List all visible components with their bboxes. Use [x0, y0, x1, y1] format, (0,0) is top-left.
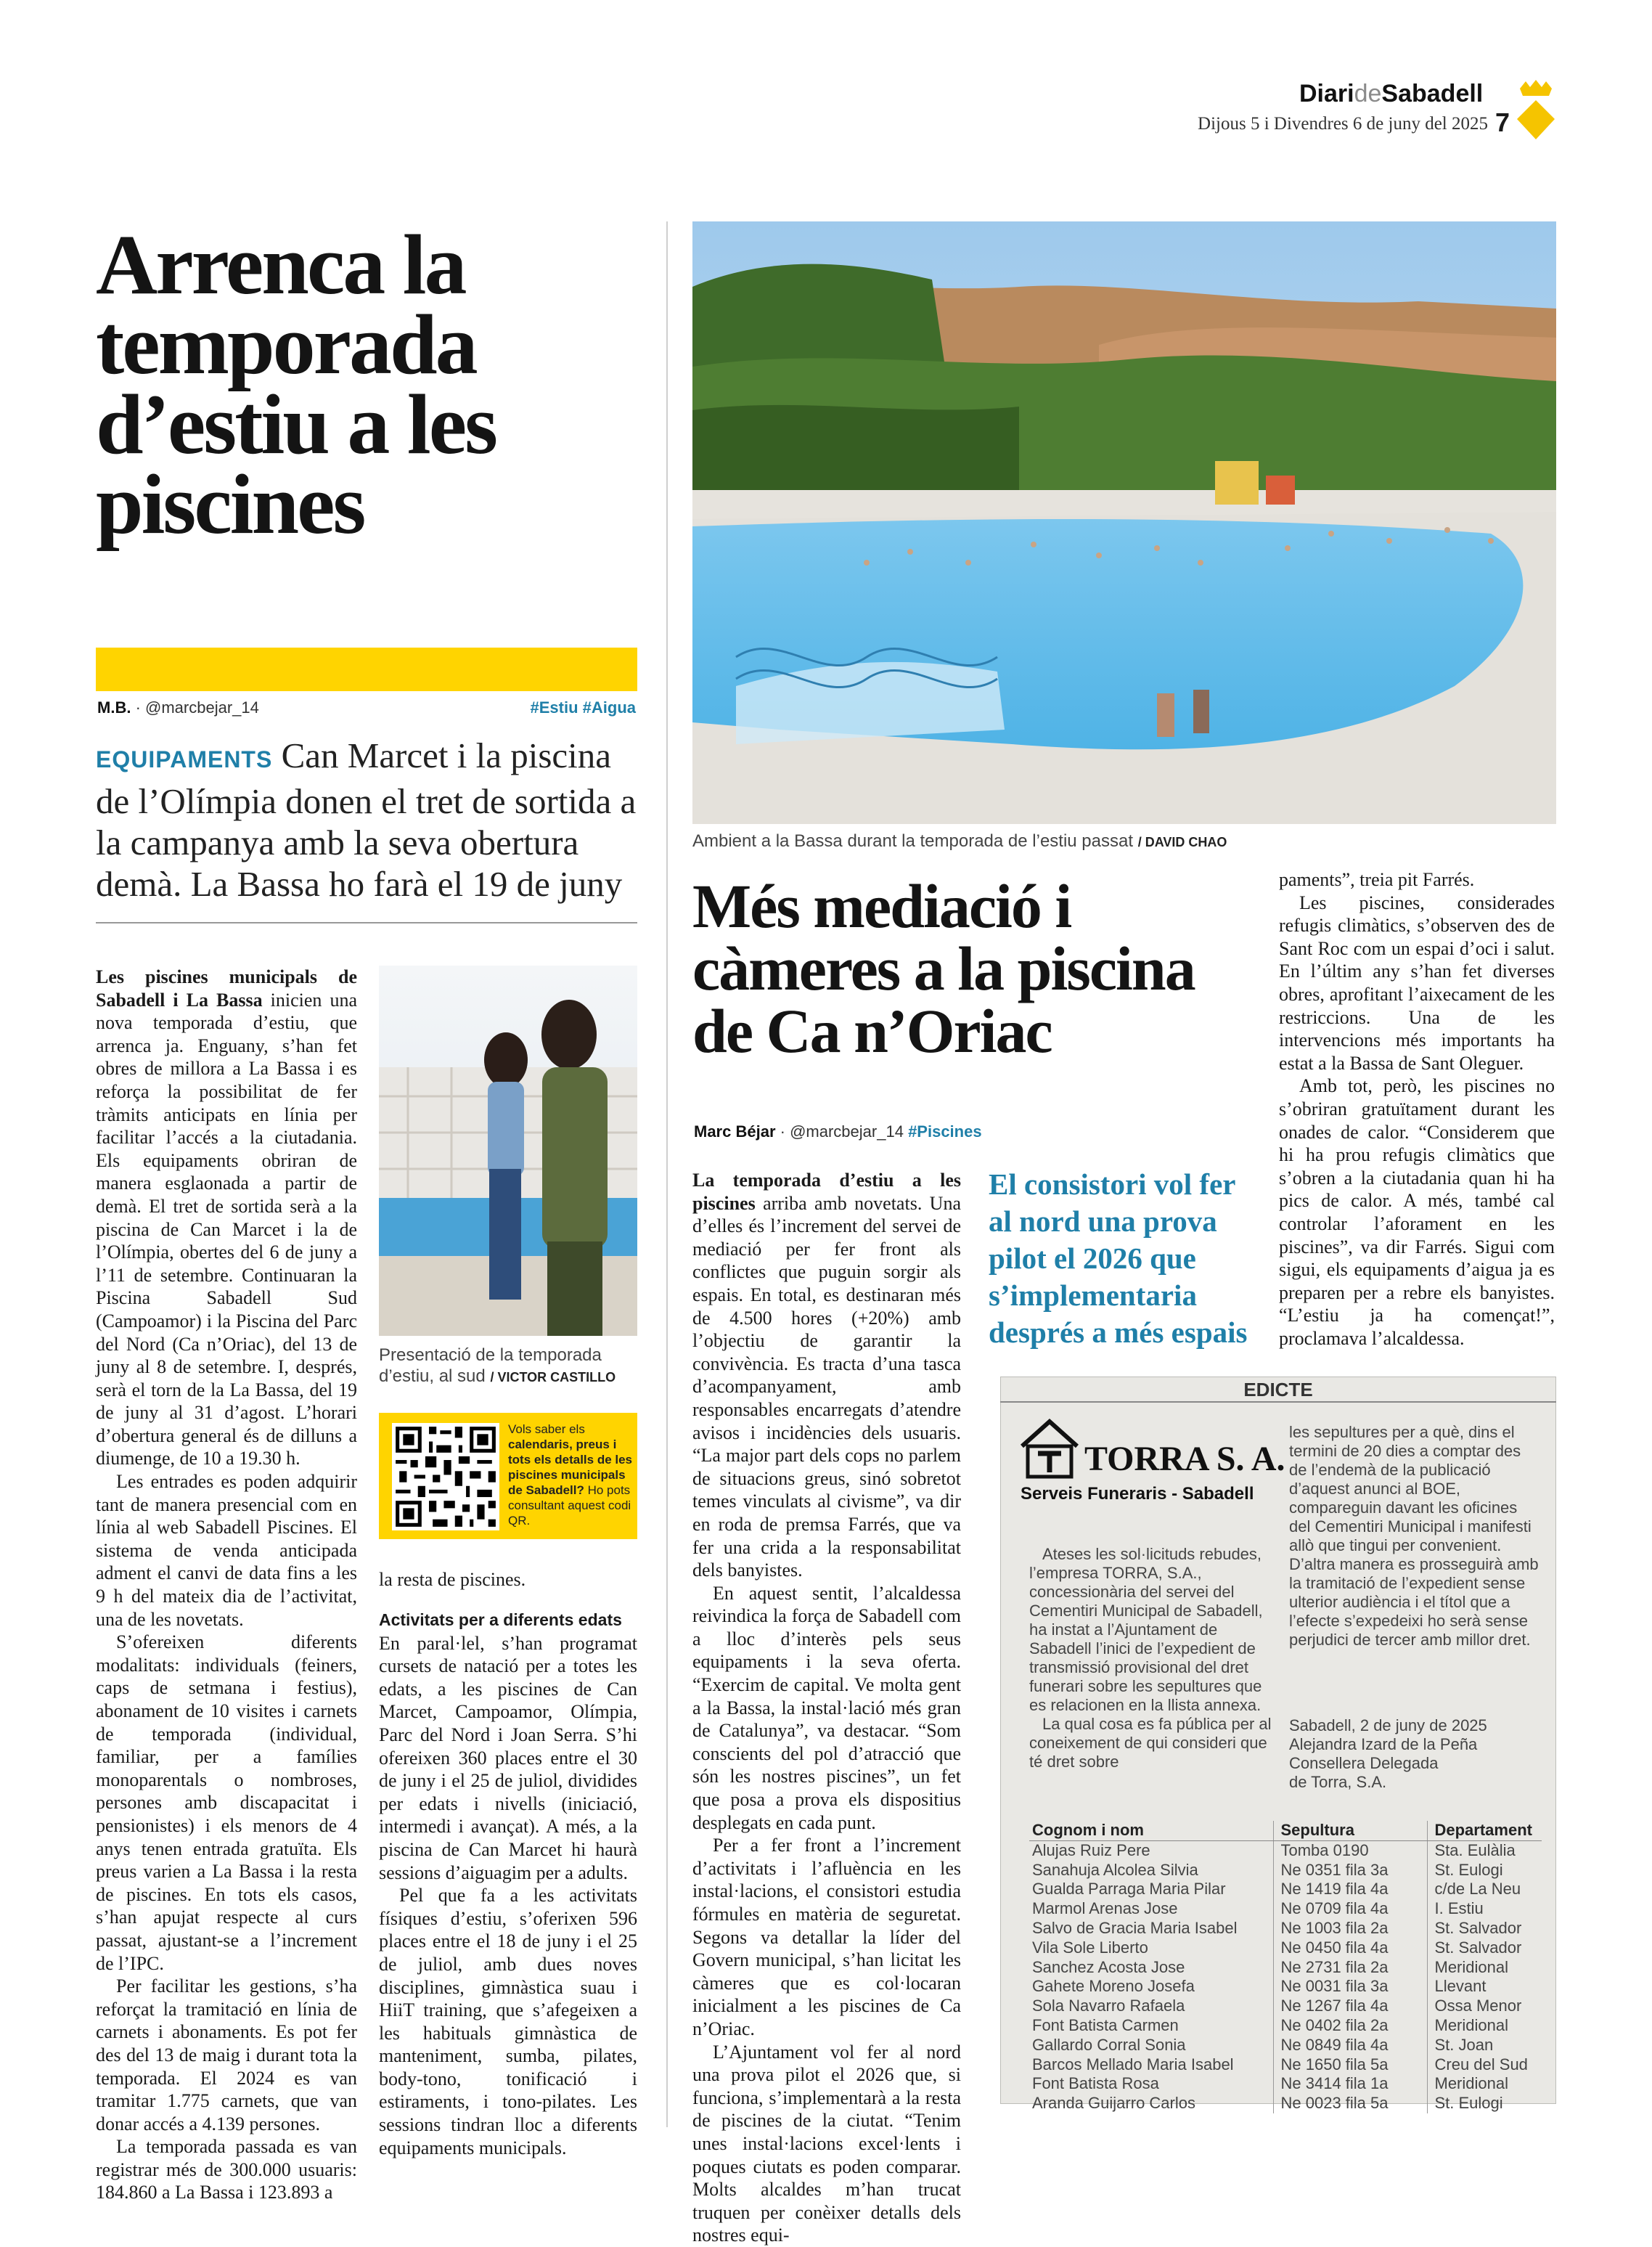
department-cell: Meridional [1434, 2015, 1508, 2034]
article1-byline: M.B. · @marcbejar_14 [97, 698, 259, 717]
grave-cell: Ne 3414 fila 1a [1273, 2074, 1427, 2094]
article1-column-1 [96, 966, 357, 2204]
pull-quote: El consistori vol fer al nord una prova pilot el 2026 que s’implementaria després a més espais [989, 1167, 1248, 1349]
paragraph: En paral·lel, s’han programat cursets de natació per a totes les edats, a les piscines de Can Marcet, Campoamor, Olímpia, Parc del Nord i Joan Serra. S’hi ofereixen 360 places entre el 30 de juny i el 25 de juliol, dividides per edats i nivells (iniciació, intermedi i avançat). A més, a la piscina de Can Marcet hi haurà sessions d’aiguagim per a adults. [379, 1632, 637, 1883]
name-cell: Aranda Guijarro Carlos [1029, 2094, 1273, 2113]
table-row [1029, 2074, 1542, 2094]
sabadell-crest-icon [1516, 78, 1556, 141]
paragraph: Per a fer front a l’increment d’activitats i l’afluència en les instal·lacions, el consistori estudia fórmules en matèria de seguretat. Segons va detallar la líder del Govern municipal, s’han licitat les càmeres que es col·locaran inicialment a les piscines de Ca n’Oriac. [692, 1835, 961, 2039]
grave-cell: Ne 0031 fila 3a [1273, 1977, 1427, 1997]
department-cell: Sta. Eulàlia [1434, 1840, 1516, 1859]
name-cell: Font Batista Carmen [1029, 2016, 1273, 2036]
paragraph: En aquest sentit, l’alcaldessa reivindica la força de Sabadell com a lloc d’interès pels seus equipaments i la seva oferta. “Exercim de capital. Ve molta gent a la Bassa, la instal·lació més gran de Catalunya”, va destacar. “Som conscients del pol d’atracció que són les nostres piscines”, un fet que posa a prova els dispositius desplegats en cada punt. [692, 1582, 961, 1833]
photo-caption: Presentació de la temporada d’estiu, al sud / VICTOR CASTILLO [379, 1345, 616, 1386]
paragraph: Per facilitar les gestions, s’ha reforçat la tramitació en línia de carnets i abonaments. Es pot fer des del 13 de maig i durant tota la temporada. El 2024 es van tramitar 1.775 carnets, que van donar accés a 4.139 persones. [96, 1975, 357, 2134]
headline-yellow-bar [96, 648, 637, 691]
page-number: 7 [1495, 107, 1510, 137]
edict-signature: Sabadell, 2 de juny de 2025 Alejandra Izard de la Peña Consellera Delegada de Torra, S.A. [1289, 1716, 1487, 1791]
department-cell: Meridional [1434, 1957, 1508, 1976]
graves-table [1029, 1821, 1542, 2113]
qr-code-icon[interactable] [392, 1423, 499, 1530]
column-separator [666, 221, 668, 2127]
article1-lead [96, 735, 640, 905]
column-header: Cognom i nom [1029, 1821, 1273, 1840]
table-row [1029, 1938, 1542, 1958]
name-cell: Salvo de Gracia Maria Isabel [1029, 1919, 1273, 1938]
author: Marc Béjar [694, 1122, 776, 1141]
paragraph: Les entrades es poden adquirir tant de manera presencial com en línia al web Sabadell Piscines. El sistema de venda anticipada adment el canvi de data fins a les 9 h del mateix dia de l’activitat, una de les novetats. [96, 1471, 357, 1630]
grave-cell: Ne 1267 fila 4a [1273, 1997, 1427, 2016]
paragraph: Pel que fa a les activitats físiques d’estiu, s’oferixen 596 places entre el 18 de juny i el 25 de juliol, amb dues noves disciplines, gimnàstica suau i HiiT training, que s’afegeixen a les habituals gimnàstica de manteniment, sumba, pilates, body-tono, tonificació i estiraments, i tono-pilates. Les sessions tindran lloc a diferents equipaments municipals. [379, 1885, 637, 2158]
author: M.B. [97, 698, 131, 717]
grave-cell: Ne 0709 fila 4a [1273, 1899, 1427, 1919]
brand-subtitle: Serveis Funeraris - Sabadell [1021, 1484, 1254, 1504]
name-cell: Font Batista Rosa [1029, 2074, 1273, 2094]
edict-header: EDICTE [1000, 1377, 1556, 1403]
grave-cell: Ne 0351 fila 3a [1273, 1861, 1427, 1880]
kicker: EQUIPAMENTS [96, 746, 273, 772]
masthead: DiarideSabadell [1299, 80, 1484, 107]
brand-name: TORRA S. A. [1084, 1440, 1285, 1478]
paragraph: La temporada d’estiu a les piscines arriba amb novetats. Una d’elles és l’increment del servei de mediació per fer front als conflictes que puguin sorgir als espais. En total, es destinaran més de 4.500 hores (+20%) amb l’objectiu de garantir la convivència. Es tracta d’una tasca d’acompanyament, amb responsables encarregats d’atendre avisos i incidències dels usuaris. “La major part dels cops no parlem de situacions greus, sinó sobretot temes vinculats al civisme”, va dir en roda de premsa Farrés, que va fer una crida a la responsabilitat dels banyistes. [692, 1170, 961, 1581]
dateline: Dijous 5 i Divendres 6 de juny del 2025 [1198, 114, 1488, 134]
pool-photo [692, 221, 1556, 824]
presentation-photo [379, 966, 637, 1336]
name-cell: Gallardo Corral Sonia [1029, 2036, 1273, 2055]
paragraph: La temporada passada es van registrar més de 300.000 usuaris: 184.860 a La Bassa i 123.893 a [96, 2136, 357, 2203]
tag[interactable]: #Piscines [908, 1122, 982, 1141]
paragraph: Les piscines, considerades refugis climàtics, s’observen des de Sant Roc com un espai d’oci i salut. En l’últim any s’han fet diverses obres, aprofitant l’aixecament de les restriccions. Una de les intervencions més importants ha estat a la Bassa de Sant Oleguer. [1279, 892, 1555, 1074]
department-cell: Ossa Menor [1434, 1997, 1522, 2015]
table-row [1029, 2016, 1542, 2036]
article1-column-2 [379, 1568, 637, 2159]
divider [96, 922, 637, 923]
name-cell: Marmol Arenas Jose [1029, 1899, 1273, 1919]
lead-text: Can Marcet i la piscina de l’Olímpia donen el tret de sortida a la campanya amb la seva obertura demà. La Bassa ho farà el 19 de juny [96, 735, 637, 904]
author-handle[interactable]: @marcbejar_14 [790, 1122, 904, 1141]
grave-cell: Ne 1003 fila 2a [1273, 1919, 1427, 1938]
article1-tags[interactable]: #Estiu #Aigua [530, 698, 636, 717]
name-cell: Barcos Mellado Maria Isabel [1029, 2055, 1273, 2075]
department-cell: Meridional [1434, 2074, 1508, 2093]
article2-column-1 [692, 1169, 961, 2247]
name-cell: Alujas Ruiz Pere [1029, 1840, 1273, 1860]
torra-logo [1019, 1417, 1285, 1504]
name-cell: Sanahuja Alcolea Silvia [1029, 1861, 1273, 1880]
paragraph: S’ofereixen diferents modalitats: individuals (feiners, caps de setmana i festius), abonament de 10 visites i carnets de temporada (individual, familiar, per a famílies monoparentals o nombroses, persones amb discapacitat i pensionistes) i els menors de 4 anys tenen entrada gratuïta. Els preus varien a La Bassa i la resta de piscines. En tots els casos, s’han apujat respecte al curs passat, ajustant-se a l’increment de l’IPC. [96, 1631, 357, 1974]
table-row [1029, 1919, 1542, 1938]
name-cell: Gualda Parraga Maria Pilar [1029, 1880, 1273, 1899]
author-handle[interactable]: @marcbejar_14 [145, 698, 259, 717]
torra-house-icon [1019, 1417, 1080, 1478]
article2-byline: Marc Béjar · @marcbejar_14 #Piscines [694, 1122, 982, 1141]
table-row [1029, 1958, 1542, 1978]
qr-info-text: Vols saber els calendaris, preus i tots els detalls de les piscines municipals de Sabadell? Ho pots consultant aquest codi QR. [508, 1422, 633, 1528]
column-header: Sepultura [1273, 1821, 1427, 1840]
department-cell: St. Eulogi [1434, 1860, 1503, 1879]
table-row [1029, 1861, 1542, 1880]
department-cell: St. Eulogi [1434, 2094, 1503, 2113]
article1-headline: Arrenca la temporada d’estiu a les piscines [96, 217, 496, 552]
department-cell: c/de La Neu [1434, 1880, 1521, 1899]
paragraph: la resta de piscines. [379, 1569, 526, 1590]
grave-cell: Ne 0023 fila 5a [1273, 2094, 1427, 2113]
grave-cell: Ne 1419 fila 4a [1273, 1880, 1427, 1899]
department-cell: St. Salvador [1434, 1918, 1522, 1937]
name-cell: Sola Navarro Rafaela [1029, 1997, 1273, 2016]
grave-cell: Ne 2731 fila 2a [1273, 1958, 1427, 1978]
article2-column-2 [1279, 868, 1555, 1350]
grave-cell: Tomba 0190 [1273, 1840, 1427, 1860]
grave-cell: Ne 0402 fila 2a [1273, 2016, 1427, 2036]
table-row [1029, 2055, 1542, 2075]
paragraph: Les piscines municipals de Sabadell i La Bassa inicien una nova temporada d’estiu, que arrenca ja. Enguany, s’han fet obres de millora a La Bassa i es reforça la possibilitat de fer tràmits anticipats en línia per facilitar l’accés a la ciutadania. Els equipaments obriran de manera esglaonada a partir de demà. El tret de sortida serà a la piscina de Can Marcet i la de l’Olímpia, obertes del 6 de juny a l’11 de setembre. Continuaran la Piscina Sabadell Sud (Campoamor) i la Piscina del Parc del Nord (Ca n’Oriac), del 13 de juny al 8 de setembre. I, després, serà el torn de la La Bassa, del 19 de juny al 31 d’agost. L’horari d’obertura general és de dilluns a diumenge, de 10 a 19.30 h. [96, 966, 358, 1469]
table-row [1029, 2094, 1542, 2113]
subheading: Activitats per a diferents edats [379, 1610, 622, 1629]
column-header: Departament [1427, 1821, 1542, 1840]
table-row [1029, 1997, 1542, 2016]
name-cell: Gahete Moreno Josefa [1029, 1977, 1273, 1997]
edict-text-right: les sepultures per a què, dins el termini de 20 dies a comptar des de l’endemà de la publicació d’aquest anunci al BOE, compareguin davant les oficines del Cementiri Municipal i manifesti allò que tingui per convenient. D’altra manera es prosseguirà amb la tramitació de l’expedient sense ulterior audiència i el títol que a l’efecte s’expedeixi ho serà sense perjudici de tercer amb millor dret. [1289, 1423, 1539, 1649]
department-cell: Llevant [1434, 1977, 1487, 1996]
table-row [1029, 1977, 1542, 1997]
paragraph: Amb tot, però, les piscines no s’obriran gratuïtament durant les onades de calor. “Considerem que hi ha prou refugis climàtics que s’obren a la ciutadania quan hi ha pics de calor. A més, també cal controlar l’aforament en les piscines”, va dir Farrés. Sigui com sigui, els equipaments d’aigua ja es preparen per a rebre els banyistes. “L’estiu ja ha començat!”, proclamava l’alcaldessa. [1279, 1075, 1555, 1349]
department-cell: I. Estiu [1434, 1899, 1484, 1918]
table-row [1029, 1880, 1542, 1899]
article2-headline: Més mediació i càmeres a la piscina de Ca n’Oriac [692, 871, 1195, 1066]
table-row [1029, 1899, 1542, 1919]
department-cell: St. Salvador [1434, 1938, 1522, 1957]
grave-cell: Ne 1650 fila 5a [1273, 2055, 1427, 2075]
name-cell: Vila Sole Liberto [1029, 1938, 1273, 1958]
name-cell: Sanchez Acosta Jose [1029, 1958, 1273, 1978]
edict-text-left: Ateses les sol·licituds rebudes, l’empresa TORRA, S.A., concessionària del servei del Cementiri Municipal de Sabadell, ha instat a l’Ajuntament de Sabadell l’inici de l’expedient de transmissió provisional del dret funerari sobre les sepultures que es relacionen en la llista annexa. La qual cosa es fa pública per al coneixement de qui consideri que té dret sobre [1029, 1545, 1272, 1771]
department-cell: St. Joan [1434, 2035, 1494, 2054]
grave-cell: Ne 0849 fila 4a [1273, 2036, 1427, 2055]
table-row [1029, 2036, 1542, 2055]
paragraph: L’Ajuntament vol fer al nord una prova pilot el 2026 que, si funciona, s’implementarà a la resta de piscines de la ciutat. “Tenim unes instal·lacions excel·lents i poques ciutats es poden comparar. Molts alcaldes m’han trucat truquen per conèixer detalls dels nostres equi- [692, 2041, 961, 2246]
photo-caption: Ambient a la Bassa durant la temporada de l’estiu passat / DAVID CHAO [692, 831, 1227, 851]
table-row [1029, 1840, 1542, 1860]
grave-cell: Ne 0450 fila 4a [1273, 1938, 1427, 1958]
paragraph: paments”, treia pit Farrés. [1279, 869, 1475, 890]
department-cell: Creu del Sud [1434, 2055, 1528, 2073]
table-header-row [1029, 1821, 1542, 1840]
